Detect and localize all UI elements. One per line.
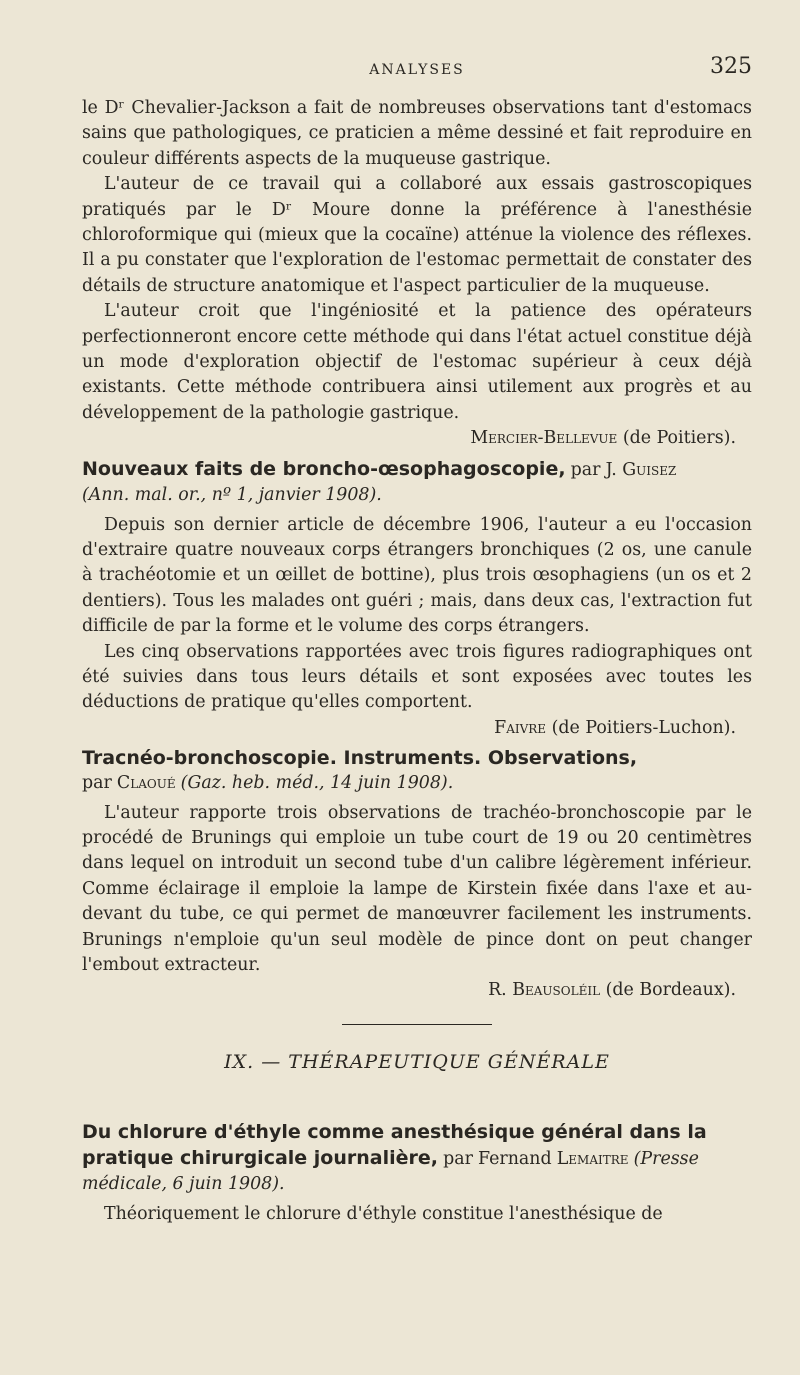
signature — [82, 716, 752, 741]
signature-name: Faivre — [494, 717, 547, 738]
paragraph: Les cinq observations rapportées avec trois figures radiographiques ont été suivies dans tous leurs détails et sont exposées avec toutes les déductions de pratique qu'elles comportent. — [82, 641, 752, 713]
article-heading — [82, 1119, 752, 1198]
article-title: Nouveaux faits de broncho-œsophagoscopie, — [82, 457, 566, 480]
section-heading: IX. — THÉRAPEUTIQUE GÉNÉRALE — [224, 1050, 610, 1073]
article-author: J. Guisez — [605, 459, 677, 480]
signature-place: (de Bordeaux). — [605, 980, 736, 1001]
signature-place: (de Poitiers-Luchon). — [551, 717, 736, 738]
article-by: par — [443, 1148, 473, 1169]
article-by: par — [82, 773, 112, 794]
signature-name: R. Beausoléil — [488, 980, 601, 1001]
page-number: 325 — [710, 54, 752, 79]
article-by: par — [570, 459, 601, 480]
signature-name: Mercier-Bellevue — [470, 428, 618, 449]
article-author: Lemaitre — [556, 1148, 629, 1169]
article-citation: (Ann. mal. or., nº 1, janvier 1908). — [82, 485, 382, 506]
running-head: ANALYSES — [369, 62, 465, 78]
article-heading — [82, 745, 752, 796]
article-title: Tracnéo-bronchoscopie. Instruments. Observations, — [82, 747, 638, 770]
signature-place: (de Poitiers). — [622, 428, 736, 449]
paragraph: L'auteur de ce travail qui a collaboré aux essais gastroscopiques pratiqués par le Dʳ Moure donne la préférence à l'anesthésie chloroformique qui (mieux que la cocaïne) atténue la violence des réflexes. Il a pu constater que l'exploration de l'estomac permettait de constater des détails de structure anatomique et l'aspect particulier de la muqueuse. — [82, 174, 752, 296]
paragraph: Théoriquement le chlorure d'éthyle constitue l'anesthésique de — [104, 1203, 663, 1224]
article-title: Du chlorure d'éthyle comme anesthésique général dans la pratique chirurgicale journalière, — [82, 1120, 707, 1169]
page-header — [82, 54, 752, 84]
article-heading — [82, 456, 752, 509]
paragraph: Depuis son dernier article de décembre 1906, l'auteur a eu l'occasion d'extraire quatre nouveaux corps étrangers bronchiques (2 os, une canule à trachéotomie et un œillet de bottine), plus trois œsophagiens (un os et 2 dentiers). Tous les malades ont guéri ; mais, dans deux cas, l'extraction fut difficile de par la forme et le volume des corps étrangers. — [82, 514, 752, 637]
paragraph: L'auteur croit que l'ingéniosité et la patience des opérateurs perfectionneront encore cette méthode qui dans l'état actuel constitue déjà un mode d'exploration objectif de l'estomac supérieur à ceux déjà existants. Cette méthode contribuera ainsi utilement aux progrès et au développement de la pathologie gastrique. — [82, 301, 752, 423]
article-citation: (Presse médicale, 6 juin 1908). — [82, 1148, 699, 1195]
section-divider — [342, 1024, 492, 1025]
signature — [82, 426, 752, 451]
paragraph: L'auteur rapporte trois observations de trachéo-bronchoscopie par le procédé de Brunings qui emploie un tube court de 19 ou 20 centimètres dans lequel on introduit un second tube d'un calibre légèrement inférieur. Comme éclairage il emploie la lampe de Kirstein fixée dans l'axe et au-devant du tube, ce qui permet de manœuvrer facilement les instruments. Brunings n'emploie qu'un seul modèle de pince dont on peut changer l'embout extracteur. — [82, 802, 752, 975]
article-citation: (Gaz. heb. méd., 14 juin 1908). — [180, 773, 454, 794]
page-body — [82, 96, 752, 1227]
paragraph: le Dʳ Chevalier-Jackson a fait de nombreuses observations tant d'estomacs sains que pathologiques, ce praticien a même dessiné et fait reproduire en couleur différents aspects de la muqueuse gastrique. — [82, 98, 752, 169]
signature — [82, 978, 752, 1003]
article-author: Claoué — [116, 773, 176, 794]
article-author-first: Fernand — [478, 1148, 552, 1169]
